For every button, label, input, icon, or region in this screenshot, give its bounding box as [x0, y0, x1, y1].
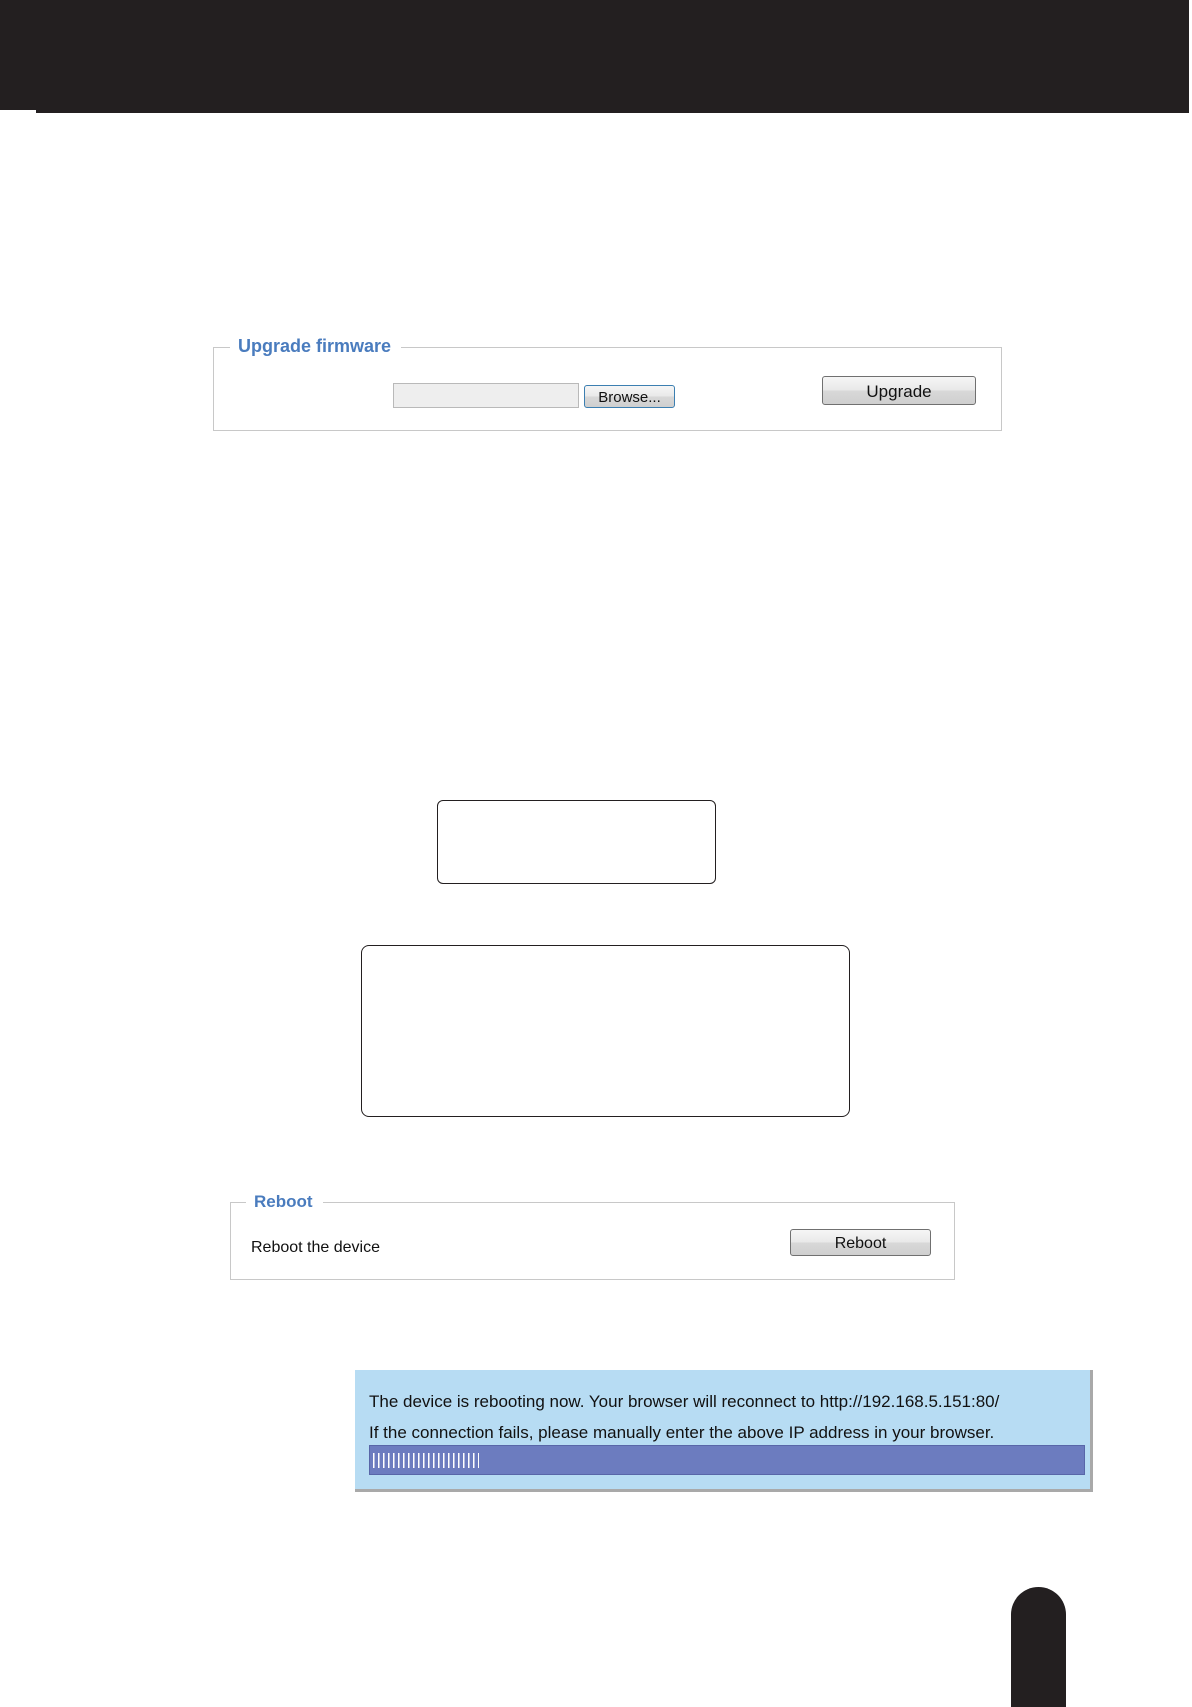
upgrade-button[interactable]: Upgrade	[822, 376, 976, 405]
reboot-progress-fill	[373, 1453, 479, 1468]
page-header-bar	[0, 0, 1192, 113]
empty-callout-frame-large	[361, 945, 850, 1117]
firmware-file-input[interactable]	[393, 383, 579, 408]
notice-line-reconnect: The device is rebooting now. Your browser will reconnect to http://192.168.5.151:80/	[369, 1392, 1000, 1411]
reboot-section	[230, 1192, 955, 1280]
empty-callout-frame-small	[437, 800, 716, 884]
reboot-button[interactable]: Reboot	[790, 1229, 931, 1256]
upgrade-firmware-section	[213, 336, 1002, 431]
browse-button[interactable]: Browse...	[584, 385, 675, 408]
reboot-legend: Reboot	[246, 1192, 323, 1212]
rebooting-notice	[355, 1370, 1093, 1492]
reboot-progress-bar	[369, 1445, 1085, 1475]
page-number-tab	[1011, 1587, 1066, 1707]
notice-line-connection-fails: If the connection fails, please manually enter the above IP address in your browser.	[369, 1423, 995, 1442]
header-accent-line	[0, 110, 36, 113]
reboot-description: Reboot the device	[251, 1239, 380, 1256]
upgrade-firmware-legend: Upgrade firmware	[230, 336, 401, 357]
